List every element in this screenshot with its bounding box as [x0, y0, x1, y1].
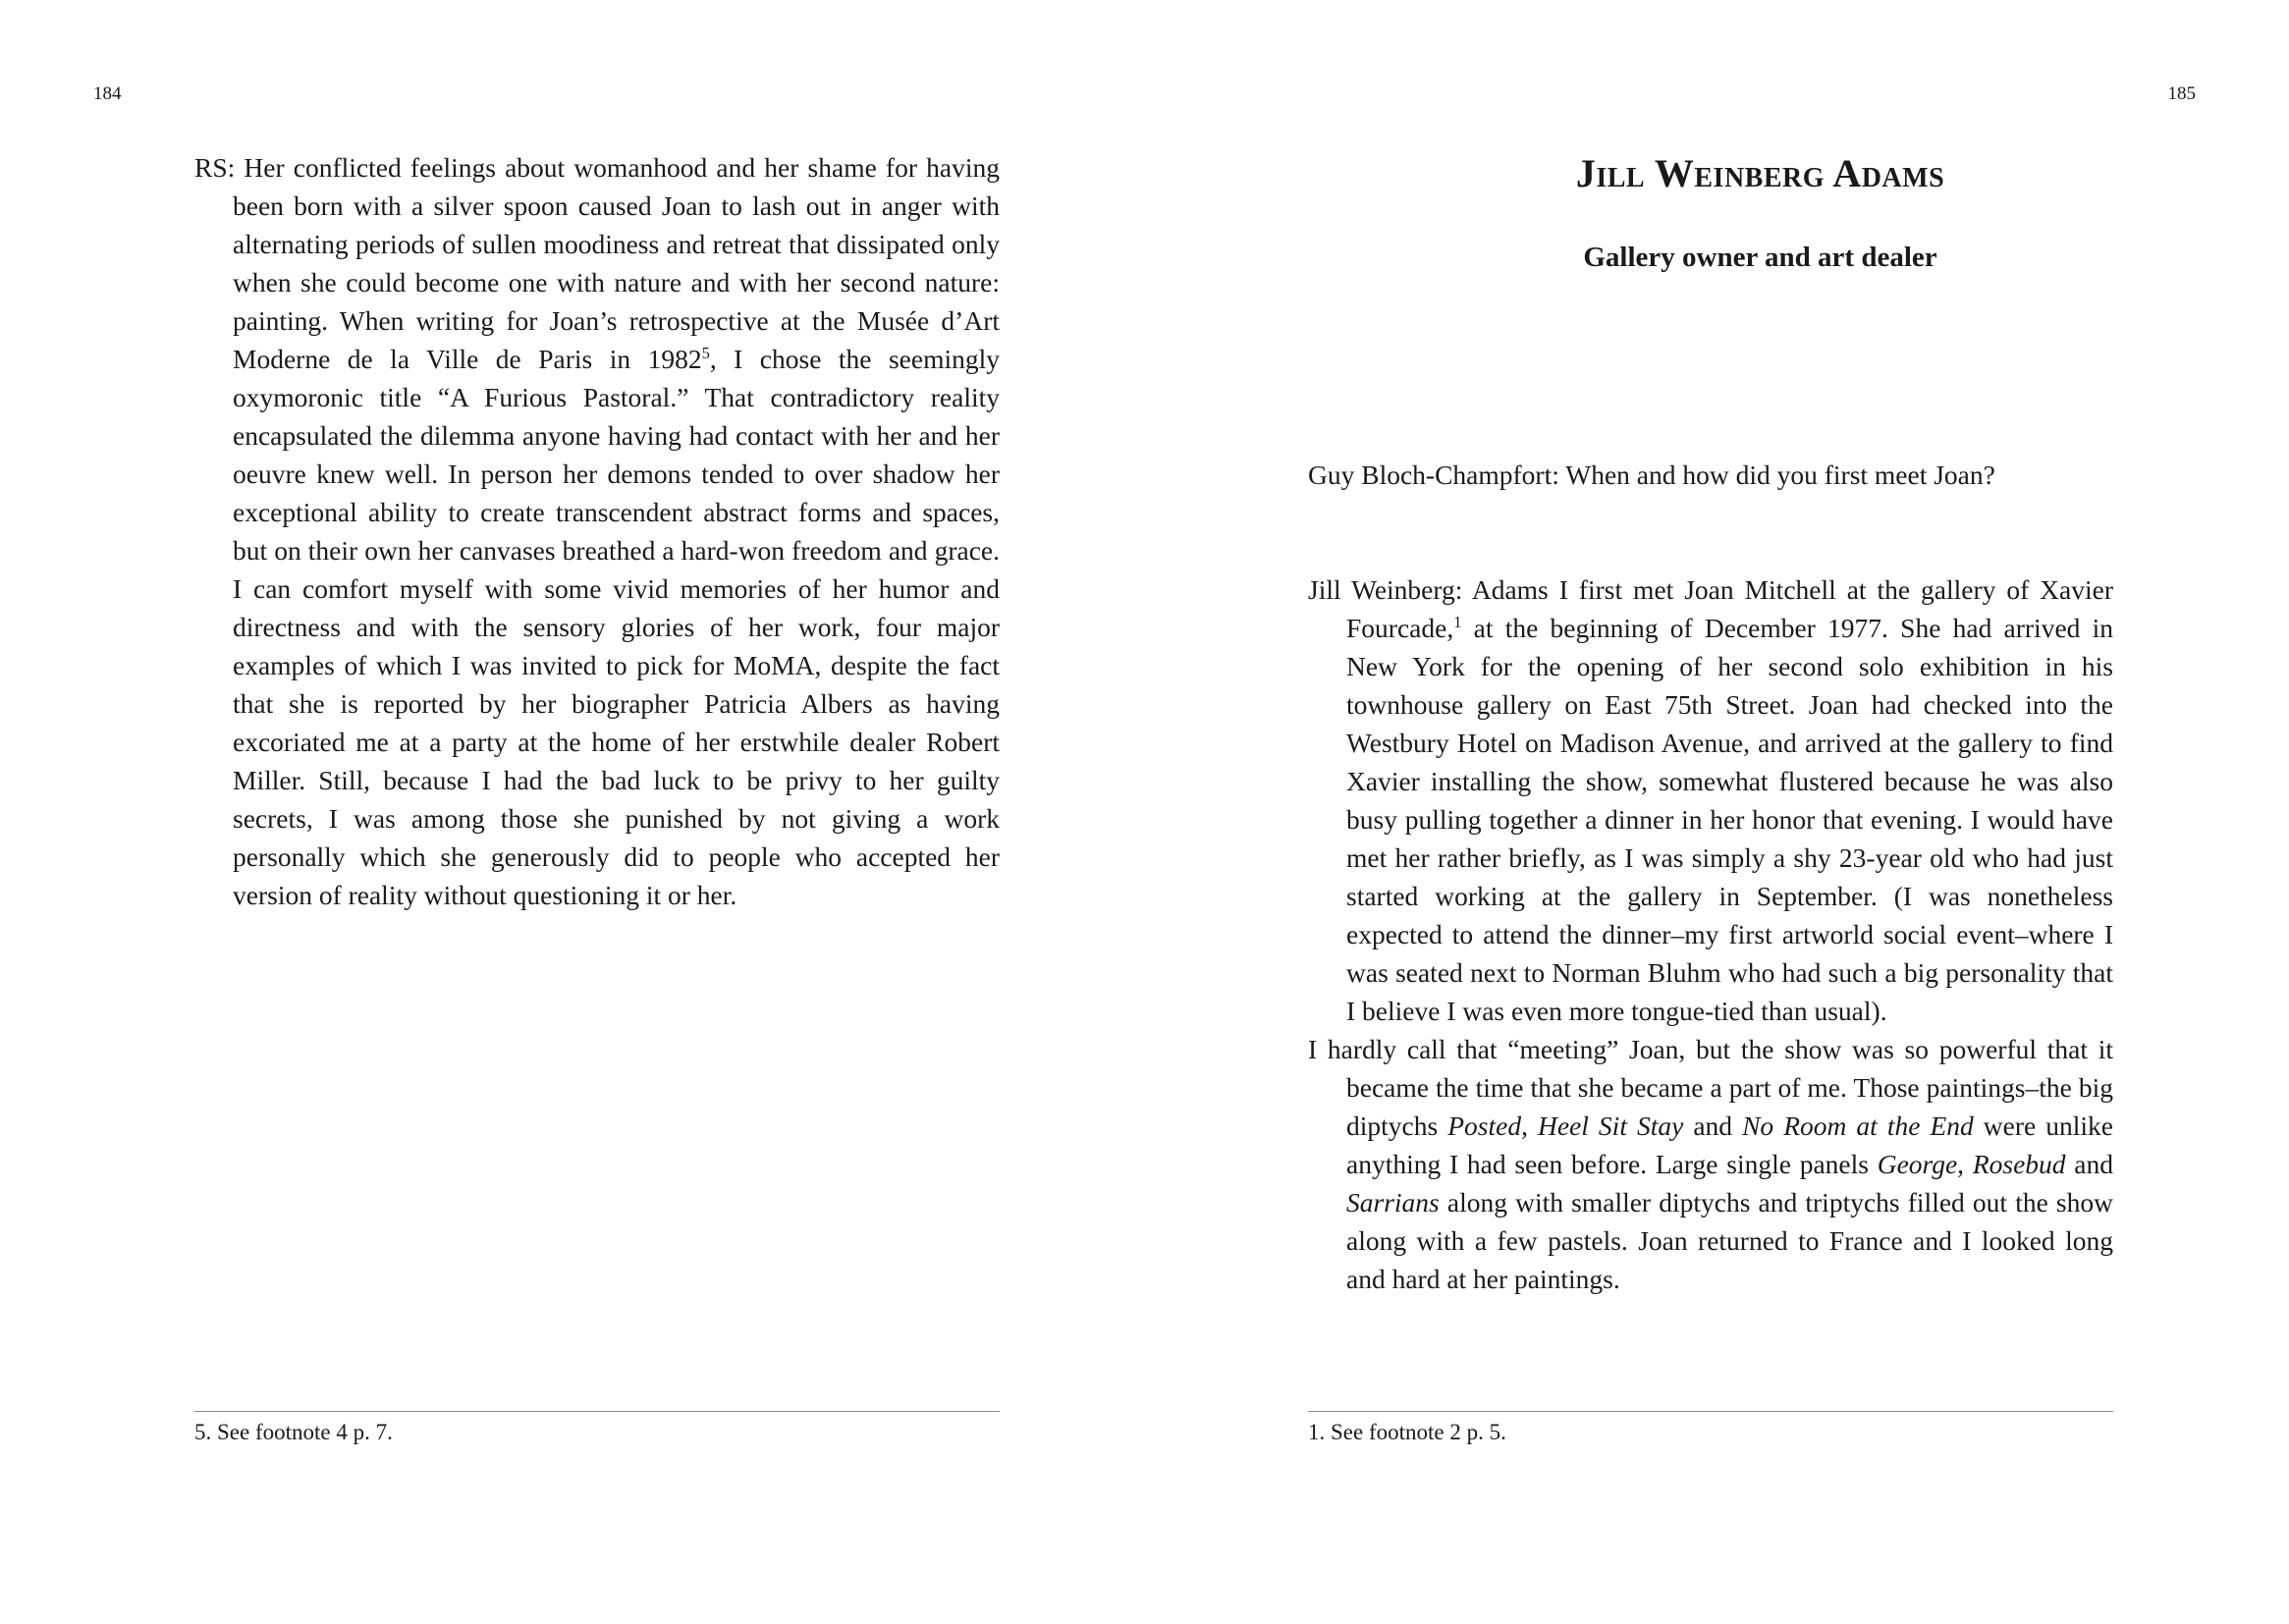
- rs-answer-text-1: RS: Her conflicted feelings about womanhood and her shame for having been born with a silver spoon caused Joan to lash out in anger with alternating periods of sullen moodiness and retreat that dissipated only when she could become one with nature and with her second nature: painting. When writing for Joan’s retrospective at the Musée d’Art Moderne de la Ville de Paris in 1982: [194, 152, 1000, 374]
- artwork-title-no-room-at-the-end: No Room at the End: [1742, 1110, 1974, 1141]
- answer-1-text-1: Jill Weinberg: Adams I first met Joan Mitchell at the gallery of Xavier Fourcade,: [1308, 574, 2113, 643]
- artwork-title-sarrians: Sarrians: [1346, 1187, 1440, 1218]
- footnote-divider-left: [194, 1411, 1000, 1412]
- rs-answer-text-2: , I chose the seemingly oxymoronic title “A Furious Pastoral.” That contradictory reality encapsulated the dilemma anyone having had contact with her and her oeuvre knew well. In person her demons tended to over shadow her exceptional ability to create transcendent abstract forms and spaces, but on their own her canvases breathed a hard-won freedom and grace. I can comfort myself with some vivid memories of her humor and directness and with the sensory glories of her work, four major examples of which I was invited to pick for MoMA, despite the fact that she is reported by her biographer Patricia Albers as having excoriated me at a party at the home of her erstwhile dealer Robert Miller. Still, because I had the bad luck to be privy to her guilty secrets, I was among those she punished by not giving a work personally which she generously did to people who accepted her version of reality without questioning it or her.: [233, 344, 1000, 910]
- answer-1-text-2: at the beginning of December 1977. She had arrived in New York for the opening of her second solo exhibition in his townhouse gallery on East 75th Street. Joan had checked into the Westbury Hotel on Madison Avenue, and arrived at the gallery to find Xavier installing the show, somewhat flustered because he was also busy pulling together a dinner in her honor that evening. I would have met her rather briefly, as I was simply a shy 23-year old who had just started working at the gallery in September. (I was nonetheless expected to attend the dinner–my first artworld social event–where I was seated next to Norman Bluhm who had such a big personality that I believe I was even more tongue-tied than usual).: [1346, 613, 2113, 1026]
- footnote-ref-5: 5: [701, 343, 710, 362]
- left-page: [0, 0, 1144, 1624]
- chapter-title: Jill Weinberg Adams: [1575, 151, 1945, 195]
- left-body-text: [194, 148, 1000, 914]
- page-number-right: 185: [2167, 83, 2196, 104]
- right-page: [1145, 0, 2289, 1624]
- answer-2-text-3: and: [1683, 1110, 1743, 1141]
- footnote-ref-1: 1: [1453, 612, 1462, 631]
- artwork-title-heel-sit-stay: Heel Sit Stay: [1537, 1110, 1684, 1141]
- answer-2-text-6: and: [2065, 1149, 2113, 1179]
- answer-2-text-4: were unlike anything I had seen before. Large single panels: [1346, 1110, 2113, 1179]
- footnote-left: 5. See footnote 4 p. 7.: [194, 1420, 393, 1444]
- answer-paragraph-1: [1308, 570, 2113, 1030]
- answer-paragraph-2: [1308, 1030, 2113, 1298]
- artwork-title-rosebud: Rosebud: [1972, 1149, 2066, 1179]
- answer-2-text-2: ,: [1521, 1110, 1538, 1141]
- page-number-left: 184: [93, 83, 122, 104]
- footnote-divider-right: [1308, 1411, 2113, 1412]
- answer-2-text-5: ,: [1957, 1149, 1973, 1179]
- rs-answer-paragraph: [194, 148, 1000, 914]
- interview-question: Guy Bloch-Champfort: When and how did you first meet Joan?: [1308, 460, 1995, 490]
- answer-2-text-7: along with smaller diptychs and triptychs filled out the show along with a few pastels. Joan returned to France and I looked long and hard at her paintings.: [1346, 1187, 2113, 1294]
- right-body-text: [1308, 570, 2113, 1298]
- answer-2-text-1: I hardly call that “meeting” Joan, but the show was so powerful that it became the time that she became a part of me. Those paintings–the big diptychs: [1308, 1034, 2113, 1141]
- chapter-subtitle: Gallery owner and art dealer: [1583, 242, 1937, 273]
- footnote-right: 1. See footnote 2 p. 5.: [1308, 1420, 1506, 1444]
- artwork-title-posted: Posted: [1447, 1110, 1522, 1141]
- artwork-title-george: George: [1877, 1149, 1958, 1179]
